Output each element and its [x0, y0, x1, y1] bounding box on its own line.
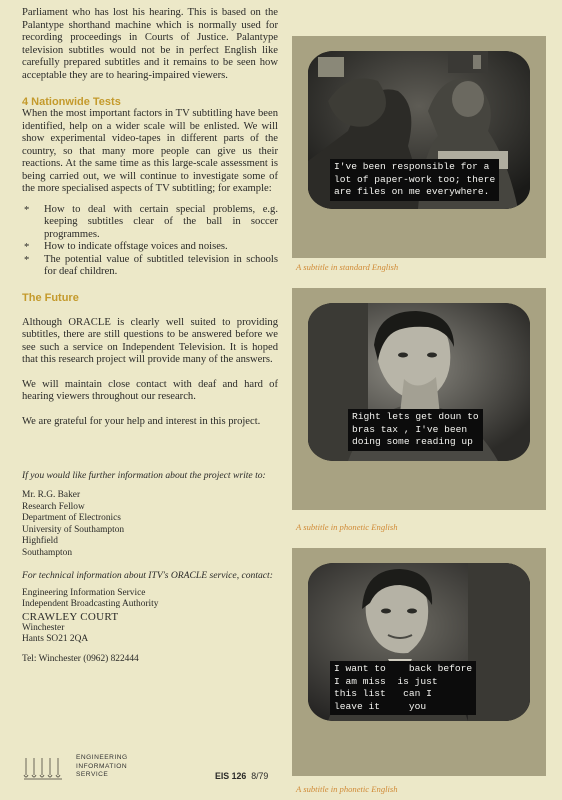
subtitle-1: I've been responsible for a lot of paper-work too; there are files on me everywhere.: [330, 159, 499, 201]
caption-2: A subtitle in phonetic English: [296, 522, 398, 532]
section4-heading: 4 Nationwide Tests: [22, 96, 121, 108]
list-item: * How to indicate offstage voices and noises.: [22, 241, 278, 254]
address-line: Department of Electronics: [22, 513, 121, 524]
section4-paragraph: When the most important factors in TV subtitling have been identified, help on a wider scale will be enlisted. We will show experimental video-tapes in different parts of the country, so that many more people can give us their reactions. At the same time as this large-scale assessment is being carried out, we will continue to investigate some of the more specialised aspects of TV subtitling; for example:: [22, 108, 278, 194]
future-paragraph-2: We will maintain close contact with deaf and hard of hearing viewers throughout our research.: [22, 378, 278, 402]
intro-paragraph: Parliament who has lost his hearing. This is based on the Palantype shorthand machine which is normally used for recording proceedings in Courts of Justice. Palantype television subtitles would not be in perfect English like carefully prepared subtitles and it remains to be seen how acceptable they are to hearing-impaired viewers.: [22, 7, 278, 81]
future-heading: The Future: [22, 291, 79, 304]
address-iba: [22, 588, 278, 666]
address-line: Highfield: [22, 536, 58, 547]
subtitle-2: Right lets get doun to bras tax , I've been doing some reading up: [348, 409, 483, 451]
address-line: Research Fellow: [22, 501, 85, 512]
address-line: Winchester: [22, 622, 65, 633]
logo-line: SERVICE: [76, 771, 109, 779]
telephone: Tel: Winchester (0962) 822444: [22, 653, 139, 664]
eis-logo-icon: [22, 755, 66, 781]
left-column: [22, 0, 278, 666]
technical-prompt: For technical information about ITV's ORACLE service, contact:: [22, 569, 273, 581]
logo-line: INFORMATION: [76, 762, 128, 770]
list-item: * How to deal with certain special problems, e.g. keeping subtitles clear of the ball in soccer programmes.: [22, 204, 278, 242]
tv-screen-2: [308, 303, 530, 461]
caption-3: A subtitle in phonetic English: [296, 784, 398, 794]
address-line: Mr. R.G. Baker: [22, 490, 81, 500]
logo-line: ENGINEERING: [76, 754, 128, 761]
contact-prompt: If you would like further information about the project write to:: [22, 470, 266, 481]
tv-panel-2: [292, 288, 546, 510]
address-line: Independent Broadcasting Authority: [22, 599, 159, 610]
eis-date: 8/79: [251, 771, 269, 781]
caption-1: A subtitle in standard English: [296, 262, 399, 272]
tv-panel-3: [292, 548, 546, 776]
address-line: Hants SO21 2QA: [22, 634, 89, 645]
document-code: [215, 771, 268, 781]
list-item: * The potential value of subtitled television in schools for deaf children.: [22, 254, 278, 279]
tv-panel-1: [292, 36, 546, 258]
subtitle-3: I want to back before I am miss is just this list can I leave it you: [330, 661, 476, 715]
address-line: Southampton: [22, 547, 73, 558]
tv-screen-1: [308, 51, 530, 209]
future-paragraph-3: We are grateful for your help and interest in this project.: [22, 415, 261, 427]
section4-bullets: [22, 204, 278, 279]
eis-logo-text: [76, 754, 128, 780]
crawley-court: CRAWLEY COURT: [22, 610, 119, 623]
address-baker: [22, 490, 278, 560]
eis-code: EIS 126: [215, 771, 247, 781]
future-paragraph-1: Although ORACLE is clearly well suited to providing subtitles, there are still questions to be answered before we see such a service on Independent Television. It is hoped that this research project will provide many of the answers.: [22, 316, 278, 365]
eis-logo: [22, 755, 66, 786]
address-line: Engineering Information Service: [22, 587, 146, 598]
tv-screen-3: [308, 563, 530, 721]
address-line: University of Southampton: [22, 524, 125, 535]
